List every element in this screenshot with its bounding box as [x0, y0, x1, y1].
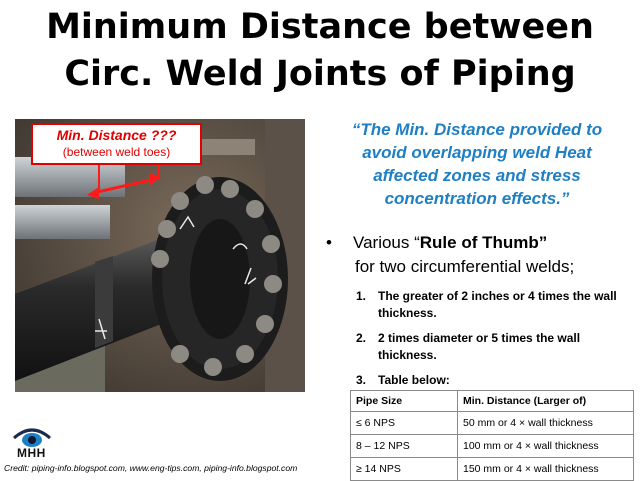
list-item-number: 3.: [356, 373, 367, 387]
callout-subtitle: (between weld toes): [62, 145, 171, 159]
table-header-row: [351, 391, 634, 412]
slide-title: [0, 4, 640, 98]
bullet-pre: Various “: [353, 233, 420, 252]
list-item-number: 2.: [356, 331, 367, 345]
quote-line-1: “The Min. Distance provided to: [351, 120, 603, 139]
numbered-list: [356, 288, 636, 397]
title-line-2: Circ. Weld Joints of Piping: [64, 54, 576, 94]
callout-title: Min. Distance ???: [56, 127, 177, 143]
title-line-1: Minimum Distance between: [46, 7, 594, 47]
list-item-text: Table below:: [378, 373, 450, 387]
table-row: [351, 412, 634, 435]
min-distance-table: [350, 390, 634, 481]
bullet-post: for two circumferential welds;: [355, 257, 575, 276]
quote-line-2: avoid overlapping weld Heat: [362, 143, 592, 162]
credit-line: Credit: piping-info.blogspot.com, www.eng-tips.com, piping-info.blogspot.com: [4, 463, 298, 473]
cell-min-distance: 150 mm or 4 × wall thickness: [458, 458, 634, 481]
table-row: [351, 458, 634, 481]
list-item: [356, 288, 636, 322]
list-item-number: 1.: [356, 289, 367, 303]
quote-block: [318, 118, 636, 210]
cell-min-distance: 100 mm or 4 × wall thickness: [458, 435, 634, 458]
table-row: [351, 435, 634, 458]
quote-line-3: affected zones and stress: [373, 166, 581, 185]
bullet-dot: •: [326, 233, 332, 252]
list-item-text: The greater of 2 inches or 4 times the wall thickness.: [378, 289, 617, 320]
bullet-strong: Rule of Thumb”: [419, 233, 548, 252]
cell-pipe-size: 8 – 12 NPS: [351, 435, 458, 458]
quote-line-4: concentration effects.”: [384, 189, 570, 208]
list-item-text: 2 times diameter or 5 times the wall thickness.: [378, 331, 581, 362]
header-min-distance: Min. Distance (Larger of): [458, 391, 634, 412]
logo-text: MHH: [17, 446, 46, 460]
list-item: [356, 372, 636, 389]
min-distance-callout: [31, 123, 202, 165]
list-item: [356, 330, 636, 364]
cell-pipe-size: ≤ 6 NPS: [351, 412, 458, 435]
cell-min-distance: 50 mm or 4 × wall thickness: [458, 412, 634, 435]
cell-pipe-size: ≥ 14 NPS: [351, 458, 458, 481]
header-pipe-size: Pipe Size: [351, 391, 458, 412]
